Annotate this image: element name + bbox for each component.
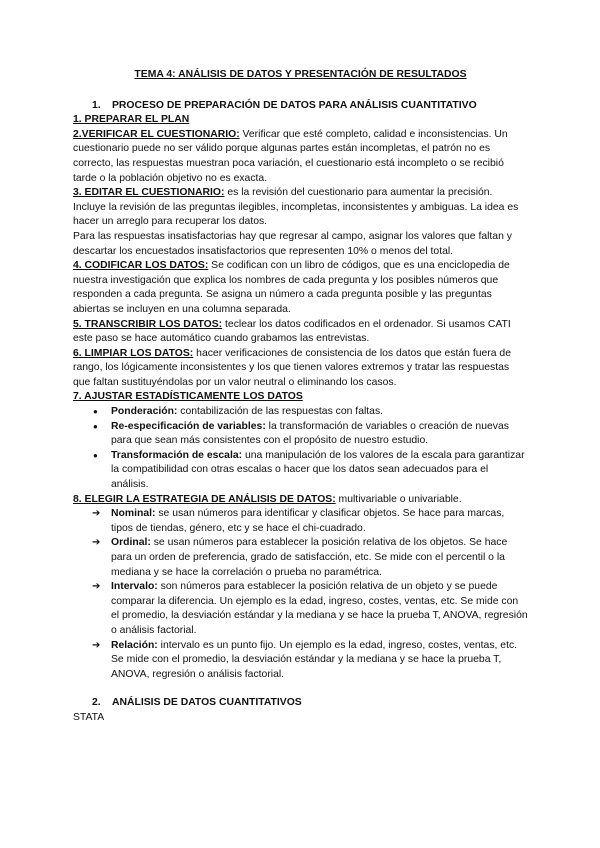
list-item-text: una manipulación de los valores de la escala para garantizar la compatibilidad con otras escalas o hacer que los datos sean adecuados para el análisis. — [111, 449, 525, 491]
step-2-text: Verificar que esté completo, calidad e inconsistencias. Un cuestionario puede no ser válido porque algunas partes están incompletas, el patrón no es correcto, las respuestas muestran poca variación, el cuestionario está incompleto o se recibió tarde o la población objetivo no es exacta. — [73, 128, 508, 184]
section-2-title: ANÁLISIS DE DATOS CUANTITATIVOS — [112, 697, 302, 709]
step-1-heading: 1. PREPARAR EL PLAN — [73, 114, 190, 126]
document-body — [73, 68, 528, 726]
list-item-text: contabilización de las respuestas con faltas. — [177, 406, 384, 418]
step-6-text: hacer verificaciones de consistencia de los datos que están fuera de rango, los lógicamente inconsistentes y los que tienen valores extremos y tratar las respuestas que faltan sustituyéndolas por un valor neutral o eliminando los casos. — [73, 347, 511, 388]
step-5-text: teclear los datos codificados en el ordenador. Si usamos CATI este paso se hace automático cuando grabamos las entrevistas. — [73, 318, 511, 345]
step-6-label: 6. LIMPIAR LOS DATOS: — [73, 347, 194, 359]
step-3-paragraph — [73, 186, 528, 230]
list-item — [92, 536, 528, 580]
step-7-list — [73, 405, 528, 493]
list-item-term: Re-especificación de variables: — [111, 420, 266, 432]
list-item-text: se usan números para establecer la posición relativa de los objetos. Se hace para un orden de preferencia, grado de satisfacción, etc. Se mide con el percentil o la mediana y se hace la correlación o prueba no paramétrica. — [111, 537, 508, 578]
step-5-paragraph — [73, 318, 528, 347]
step-4-paragraph — [73, 259, 528, 317]
step-3-text: es la revisión del cuestionario para aumentar la precisión. Incluye la revisión de las preguntas ilegibles, incompletas, inconsistentes y ambiguas. La idea es hacer un arreglo para recuperar los datos. — [73, 187, 519, 228]
section-1-number: 1. — [92, 99, 101, 111]
list-item-term: Intervalo: — [111, 581, 158, 593]
list-item-text: intervalo es un punto fijo. Un ejemplo es la edad, ingreso, costes, ventas, etc. Se mide con el promedio, la desviación estándar y la mediana y se hace la prueba T, ANOVA, regresión o análisis factorial. — [111, 639, 518, 680]
step-2-label: 2.VERIFICAR EL CUESTIONARIO: — [73, 128, 240, 140]
list-item-term: Nominal: — [111, 508, 156, 520]
document-title: TEMA 4: ANÁLISIS DE DATOS Y PRESENTACIÓN DE RESULTADOS — [134, 69, 467, 80]
list-item-text: se usan números para identificar y clasificar objetos. Se hace para marcas, tipos de tiendas, género, etc y se hace el chi-cuadrado. — [111, 508, 505, 534]
list-item-term: Transformación de escala: — [111, 449, 243, 461]
list-item-text: la transformación de variables o creación de nuevas para que sean más consistentes con el propósito de nuestro estudio. — [111, 420, 509, 447]
list-item-term: Ordinal: — [111, 537, 151, 549]
list-item — [92, 639, 528, 683]
list-item-text: son números para establecer la posición relativa de un objeto y se puede comparar la diferencia. Un ejemplo es la edad, ingreso, costes, ventas, etc. Se mide con el promedio, la desviación estándar y la mediana y se hace la prueba T, ANOVA, regresión o análisis factorial. — [111, 581, 528, 636]
step-7-heading: 7. AJUSTAR ESTADÍSTICAMENTE LOS DATOS — [73, 391, 303, 403]
list-item — [92, 507, 528, 536]
step-4-text: Se codifican con un libro de códigos, que es una enciclopedia de nuestra investigación que explica los nombres de cada pregunta y los posibles números que responden a cada pregunta. Se asigna un número a cada pregunta posible y las preguntas abiertas se incluyen en una columna separada. — [73, 260, 510, 315]
stata-text: STATA — [73, 711, 105, 723]
step-5-label: 5. TRANSCRIBIR LOS DATOS: — [73, 318, 223, 330]
section-1-title: PROCESO DE PREPARACIÓN DE DATOS PARA ANÁLISIS CUANTITATIVO — [112, 99, 477, 111]
section-1-heading — [73, 99, 528, 114]
list-item — [92, 580, 528, 638]
section-2-heading — [73, 696, 528, 711]
step-4-label: 4. CODIFICAR LOS DATOS: — [73, 260, 209, 272]
list-item — [92, 449, 528, 493]
list-item-term: Ponderación: — [111, 406, 178, 418]
step-6-paragraph — [73, 347, 528, 391]
list-item — [92, 420, 528, 449]
step-2-paragraph — [73, 128, 528, 186]
list-item — [92, 405, 528, 420]
spacer — [73, 682, 528, 696]
step-3-paragraph-2: Para las respuestas insatisfactorias hay que regresar al campo, asignar los valores que faltan y descartar los encuestados insatisfactorios que representen 10% o menos del total. — [73, 230, 512, 257]
step-8-text: multivariable o univariable. — [335, 493, 462, 505]
step-3-label: 3. EDITAR EL CUESTIONARIO: — [73, 187, 225, 199]
step-8-list — [73, 507, 528, 682]
list-item-term: Relación: — [111, 639, 158, 651]
step-8-label: 8. ELEGIR LA ESTRATEGIA DE ANÁLISIS DE DATOS: — [73, 493, 336, 505]
step-8-paragraph — [73, 493, 528, 508]
section-2-number: 2. — [92, 697, 101, 709]
